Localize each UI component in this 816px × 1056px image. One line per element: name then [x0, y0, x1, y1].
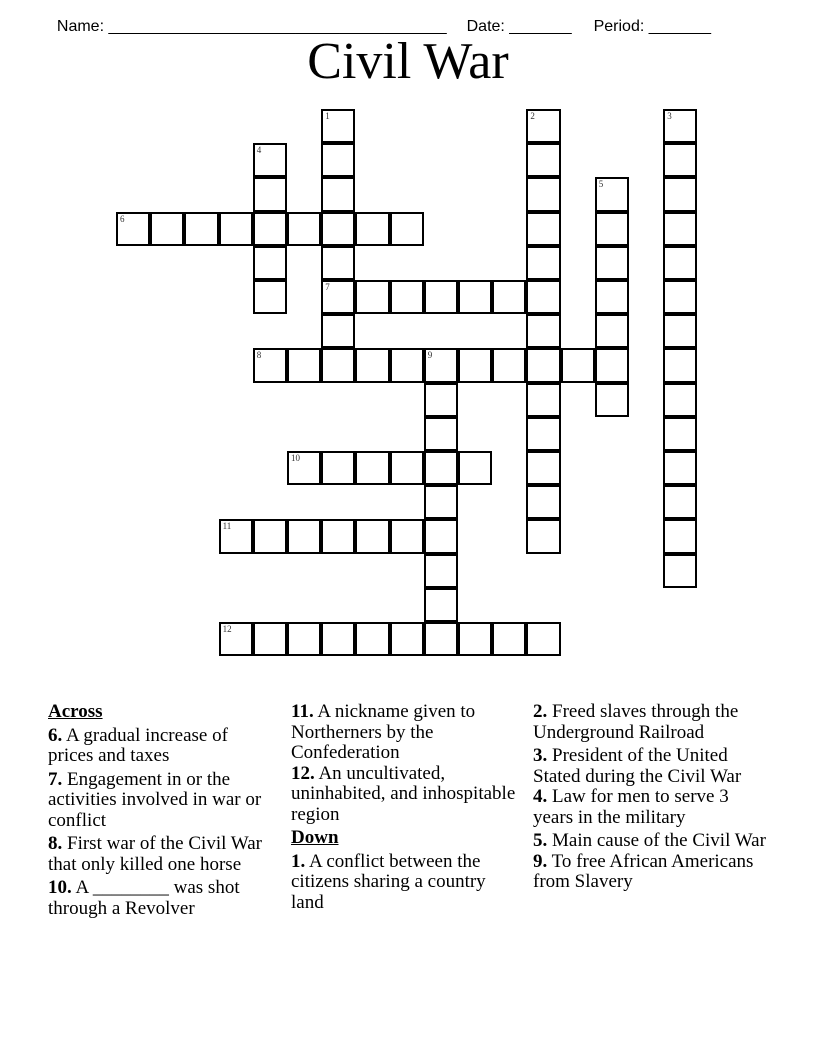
crossword-cell[interactable] — [424, 417, 458, 451]
crossword-cell[interactable] — [355, 451, 389, 485]
clue-number: 5 — [598, 179, 604, 190]
clues-column-3 — [533, 702, 773, 896]
clue-number: 10 — [291, 453, 300, 463]
crossword-cell[interactable] — [321, 212, 355, 246]
crossword-cell[interactable] — [526, 143, 560, 177]
clue-down-1: 1. A conflict between the citizens sharing a country land — [291, 850, 486, 913]
crossword-cell[interactable] — [526, 519, 560, 553]
date-field[interactable]: _______ — [504, 18, 572, 35]
crossword-cell[interactable] — [595, 280, 629, 314]
crossword-cell[interactable] — [390, 451, 424, 485]
period-field[interactable]: _______ — [644, 18, 712, 35]
crossword-cell[interactable] — [663, 485, 697, 519]
crossword-cell[interactable] — [390, 622, 424, 656]
clue-across-7: 7. Engagement in or the activities involved in war or conflict — [48, 768, 262, 831]
crossword-cell[interactable] — [287, 212, 321, 246]
crossword-cell[interactable] — [526, 348, 560, 382]
crossword-cell[interactable] — [526, 622, 560, 656]
crossword-cell[interactable] — [595, 177, 629, 211]
name-label: Name: — [56, 18, 105, 35]
crossword-cell[interactable] — [321, 519, 355, 553]
crossword-cell[interactable] — [595, 212, 629, 246]
clue-across-12: 12. An uncultivated, uninhabited, and inhospitable region — [291, 762, 516, 825]
crossword-cell[interactable] — [253, 622, 287, 656]
crossword-cell[interactable] — [287, 451, 321, 485]
clue-across-8: 8. First war of the Civil War that only killed one horse — [48, 833, 262, 875]
crossword-cell[interactable] — [492, 622, 526, 656]
crossword-cell[interactable] — [424, 348, 458, 382]
crossword-cell[interactable] — [663, 554, 697, 588]
crossword-cell[interactable] — [663, 348, 697, 382]
crossword-cell[interactable] — [184, 212, 218, 246]
crossword-cell[interactable] — [663, 519, 697, 553]
crossword-cell[interactable] — [595, 348, 629, 382]
crossword-cell[interactable] — [424, 622, 458, 656]
crossword-cell[interactable] — [321, 622, 355, 656]
crossword-cell[interactable] — [526, 246, 560, 280]
clue-number: 3 — [667, 111, 672, 121]
crossword-cell[interactable] — [424, 554, 458, 588]
crossword-cell[interactable] — [492, 348, 526, 382]
crossword-cell[interactable] — [458, 622, 492, 656]
clue-across-11: 11. A nickname given to Northerners by the Confederation — [291, 701, 476, 763]
crossword-cell[interactable] — [253, 280, 287, 314]
crossword-cell[interactable] — [321, 280, 355, 314]
crossword-cell[interactable] — [595, 246, 629, 280]
date-label: Date: — [466, 18, 505, 35]
crossword-cell[interactable] — [526, 485, 560, 519]
clue-number: 8 — [256, 350, 262, 361]
crossword-cell[interactable] — [458, 451, 492, 485]
crossword-cell[interactable] — [219, 622, 253, 656]
crossword-cell[interactable] — [458, 280, 492, 314]
clue-number: 6 — [120, 213, 125, 224]
crossword-cell[interactable] — [526, 417, 560, 451]
crossword-cell[interactable] — [526, 212, 560, 246]
crossword-cell[interactable] — [253, 246, 287, 280]
crossword-cell[interactable] — [390, 212, 424, 246]
crossword-cell[interactable] — [526, 177, 560, 211]
crossword-cell[interactable] — [390, 280, 424, 314]
clue-number: 7 — [325, 282, 330, 292]
crossword-cell[interactable] — [253, 519, 287, 553]
clue-number: 2 — [530, 111, 535, 121]
crossword-cell[interactable] — [253, 212, 287, 246]
clue-number: 12 — [222, 624, 232, 634]
name-field[interactable]: ______________________________________ — [104, 18, 447, 35]
crossword-cell[interactable] — [663, 314, 697, 348]
crossword-cell[interactable] — [663, 417, 697, 451]
clue-number: 1 — [325, 111, 330, 121]
clue-down-5: 5. Main cause of the Civil War — [533, 830, 766, 851]
page-title: Civil War — [307, 33, 509, 90]
clue-number: 11 — [222, 521, 232, 532]
crossword-cell[interactable] — [424, 383, 458, 417]
crossword-cell[interactable] — [355, 622, 389, 656]
crossword-cell[interactable] — [424, 451, 458, 485]
crossword-cell[interactable] — [219, 212, 253, 246]
clue-down-9: 9. To free African Americans from Slavery — [533, 850, 754, 892]
crossword-cell[interactable] — [663, 109, 697, 143]
crossword-cell[interactable] — [355, 348, 389, 382]
crossword-cell[interactable] — [663, 177, 697, 211]
clue-down-4: 4. Law for men to serve 3 years in the military — [533, 786, 729, 828]
clue-number: 9 — [427, 350, 433, 361]
crossword-cell[interactable] — [424, 280, 458, 314]
crossword-cell[interactable] — [458, 348, 492, 382]
crossword-cell[interactable] — [663, 383, 697, 417]
crossword-cell[interactable] — [663, 246, 697, 280]
across-heading: Across — [48, 701, 103, 722]
crossword-cell[interactable] — [390, 519, 424, 553]
crossword-cell[interactable] — [219, 519, 253, 553]
crossword-cell[interactable] — [321, 451, 355, 485]
period-label: Period: — [593, 18, 645, 35]
crossword-cell[interactable] — [526, 314, 560, 348]
crossword-cell[interactable] — [253, 177, 287, 211]
crossword-cell[interactable] — [355, 519, 389, 553]
crossword-cell[interactable] — [595, 314, 629, 348]
crossword-cell[interactable] — [253, 143, 287, 177]
clues-column-2 — [291, 702, 521, 916]
clues-column-1 — [48, 702, 276, 922]
clue-across-6: 6. A gradual increase of prices and taxes — [48, 724, 228, 766]
clue-down-2: 2. Freed slaves through the Underground Railroad — [533, 701, 739, 743]
crossword-cell[interactable] — [424, 485, 458, 519]
crossword-cell[interactable] — [287, 622, 321, 656]
crossword-cell[interactable] — [253, 348, 287, 382]
crossword-cell[interactable] — [321, 348, 355, 382]
crossword-cell[interactable] — [116, 212, 150, 246]
crossword-cell[interactable] — [424, 519, 458, 553]
crossword-cell[interactable] — [526, 109, 560, 143]
crossword-cell[interactable] — [321, 314, 355, 348]
crossword-cell[interactable] — [321, 246, 355, 280]
crossword-cell[interactable] — [321, 177, 355, 211]
crossword-cell[interactable] — [355, 280, 389, 314]
crossword-cell[interactable] — [150, 212, 184, 246]
crossword-cell[interactable] — [663, 212, 697, 246]
crossword-cell[interactable] — [390, 348, 424, 382]
crossword-cell[interactable] — [424, 588, 458, 622]
crossword-cell[interactable] — [287, 348, 321, 382]
clue-number: 4 — [256, 145, 262, 156]
crossword-cell[interactable] — [526, 280, 560, 314]
crossword-cell[interactable] — [663, 143, 697, 177]
crossword-cell[interactable] — [355, 212, 389, 246]
crossword-cell[interactable] — [287, 519, 321, 553]
crossword-cell[interactable] — [321, 143, 355, 177]
clue-across-10: 10. A ________ was shot through a Revolver — [48, 877, 240, 919]
crossword-cell[interactable] — [321, 109, 355, 143]
crossword-cell[interactable] — [526, 451, 560, 485]
clue-down-3: 3. President of the United Stated during the Civil War — [533, 745, 742, 787]
crossword-cell[interactable] — [663, 451, 697, 485]
crossword-cell[interactable] — [595, 383, 629, 417]
crossword-cell[interactable] — [561, 348, 595, 382]
down-heading: Down — [291, 827, 339, 848]
crossword-cell[interactable] — [526, 383, 560, 417]
crossword-cell[interactable] — [492, 280, 526, 314]
crossword-cell[interactable] — [663, 280, 697, 314]
